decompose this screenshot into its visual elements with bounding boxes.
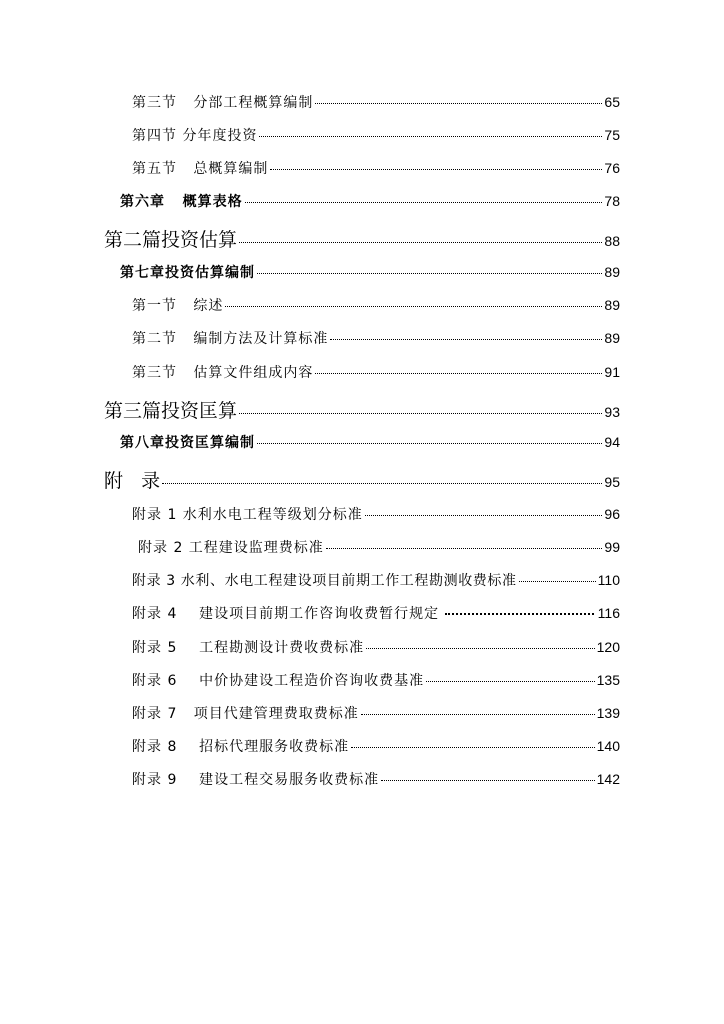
- toc-entry[interactable]: [132, 570, 620, 590]
- toc-entry-page: 140: [596, 738, 620, 754]
- dot-leader: [361, 714, 595, 715]
- toc-entry-title: 第二篇投资估算: [104, 229, 238, 251]
- toc-entry-page: 75: [604, 127, 620, 143]
- dot-leader: [245, 202, 603, 203]
- toc-entry[interactable]: [132, 736, 620, 756]
- toc-entry[interactable]: [132, 637, 620, 657]
- toc-entry-title: 附录 6 中价协建设工程造价咨询收费基准: [132, 673, 425, 689]
- toc-entry-title: 附录 4 建设项目前期工作咨询收费暂行规定: [132, 606, 440, 622]
- toc-entry-page: 142: [596, 771, 620, 787]
- toc-entry-page: 88: [604, 233, 620, 249]
- dot-leader: [381, 780, 594, 781]
- toc-entry-title: 第六章 概算表格: [120, 194, 243, 210]
- toc-entry-title: 第三节 分部工程概算编制: [132, 95, 314, 111]
- dot-leader: [259, 136, 602, 137]
- toc-entry[interactable]: [132, 158, 620, 178]
- dot-leader: [326, 548, 603, 549]
- dot-leader: [366, 648, 594, 649]
- toc-entry[interactable]: [132, 295, 620, 315]
- toc-entry-title: 附录 1 水利水电工程等级划分标准: [132, 507, 363, 523]
- toc-entry-title: 附 录: [104, 470, 161, 492]
- toc-entry-page: 139: [596, 705, 620, 721]
- toc-entry[interactable]: [120, 191, 620, 211]
- toc-entry[interactable]: [132, 703, 620, 723]
- toc-entry-title: 附录 9 建设工程交易服务收费标准: [132, 772, 380, 788]
- toc-entry-page: 65: [604, 94, 620, 110]
- toc-entry-title: 第八章投资匡算编制: [120, 435, 255, 451]
- toc-entry-page: 94: [604, 434, 620, 450]
- toc-entry[interactable]: [132, 125, 620, 145]
- toc-entry-page: 91: [604, 364, 620, 380]
- toc-entry-title: 附录 8 招标代理服务收费标准: [132, 739, 350, 755]
- toc-entry[interactable]: [138, 537, 620, 557]
- toc-entry-title: 第三篇投资匡算: [104, 400, 238, 422]
- toc-entry-page: 99: [604, 539, 620, 555]
- toc-entry-page: 116: [597, 605, 620, 621]
- toc-entry-page: 89: [604, 330, 620, 346]
- toc-entry[interactable]: [132, 769, 620, 789]
- toc-entry[interactable]: [132, 670, 620, 690]
- dot-leader: [239, 413, 602, 414]
- toc-entry[interactable]: [132, 362, 620, 382]
- toc-entry-page: 89: [604, 264, 620, 280]
- dot-leader: [162, 483, 602, 484]
- toc-entry-page: 95: [604, 474, 620, 490]
- toc-entry[interactable]: [120, 432, 620, 452]
- toc-entry-title: 附录 5 工程勘测设计费收费标准: [132, 640, 365, 656]
- toc-entry[interactable]: [132, 603, 620, 623]
- toc-entry[interactable]: [120, 262, 620, 282]
- dot-leader: [315, 373, 602, 374]
- toc-entry-page: 120: [596, 639, 620, 655]
- toc-entry-page: 78: [604, 193, 620, 209]
- toc-entry-title: 附录 7 项目代建管理费取费标准: [132, 706, 359, 722]
- toc-entry-page: 76: [604, 160, 620, 176]
- toc-entry-page: 89: [604, 297, 620, 313]
- dot-leader: [519, 581, 596, 582]
- toc-entry-page: 96: [604, 506, 620, 522]
- toc-entry[interactable]: [132, 504, 620, 524]
- dot-leader: [330, 339, 602, 340]
- toc-entry[interactable]: [104, 466, 620, 493]
- dot-leader: [270, 169, 602, 170]
- toc-entry[interactable]: [132, 92, 620, 112]
- toc-entry-title: 第二节 编制方法及计算标准: [132, 331, 329, 347]
- dot-leader: [225, 306, 602, 307]
- dot-leader: [257, 273, 602, 274]
- toc-entry[interactable]: [132, 328, 620, 348]
- toc-entry-title: 第五节 总概算编制: [132, 161, 269, 177]
- dot-leader: [365, 515, 603, 516]
- dot-leader: [315, 103, 602, 104]
- toc-entry-page: 135: [596, 672, 620, 688]
- toc-entry-title: 第七章投资估算编制: [120, 265, 255, 281]
- dot-leader: [351, 747, 594, 748]
- toc-entry-page: 110: [597, 572, 620, 588]
- toc-entry-title: 第一节 综述: [132, 298, 224, 314]
- dot-leader: [445, 613, 594, 615]
- toc-entry-title: 附录 2 工程建设监理费标准: [138, 540, 324, 556]
- dot-leader: [257, 443, 602, 444]
- toc-entry[interactable]: [104, 225, 620, 252]
- toc-entry-page: 93: [604, 404, 620, 420]
- dot-leader: [239, 242, 602, 243]
- toc-entry-title: 附录 3 水利、水电工程建设项目前期工作工程勘测收费标准: [132, 573, 517, 589]
- toc-entry-title: 第四节 分年度投资: [132, 128, 258, 144]
- dot-leader: [426, 681, 594, 682]
- toc-entry[interactable]: [104, 396, 620, 423]
- toc-entry-title: 第三节 估算文件组成内容: [132, 365, 314, 381]
